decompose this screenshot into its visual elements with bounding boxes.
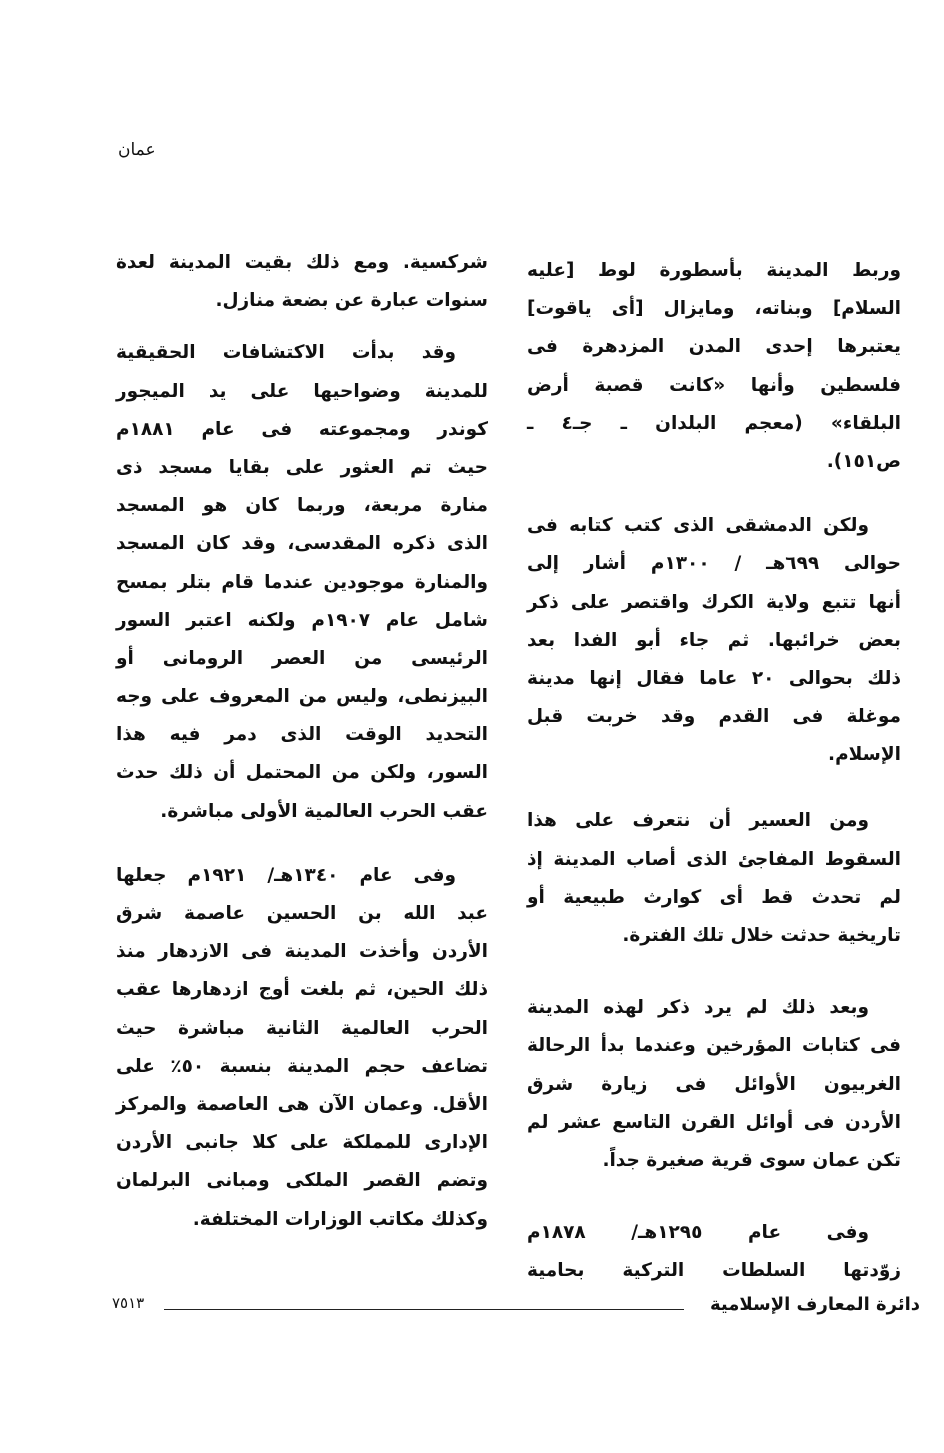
paragraph: [116, 334, 488, 830]
text-line: وقد بدأت الاكتشافات الحقيقية: [116, 342, 456, 364]
text-line: التحديد الوقت الذى دمر فيه هذا: [116, 724, 488, 746]
text-line: ومن العسير أن نتعرف على هذا: [527, 810, 869, 832]
text-line: ولكن الدمشقى الذى كتب كتابه فى: [527, 515, 869, 537]
text-line: الأقل. وعمان الآن هى العاصمة والمركز: [116, 1093, 488, 1115]
journal-title: دائرة المعارف الإسلامية: [709, 1294, 920, 1315]
text-line: والمنارة موجودين عندما قام بتلر بمسح: [116, 571, 488, 593]
text-line: وتضم القصر الملكى ومبانى البرلمان: [116, 1170, 488, 1192]
text-line: وربط المدينة بأسطورة لوط [عليه: [527, 260, 901, 281]
text-line: كوندر ومجموعته فى عام ١٨٨١م: [116, 418, 488, 440]
text-line: لم تحدث قط أى كوارث طبيعية أو: [527, 886, 901, 908]
text-line: أنها تتبع ولاية الكرك واقتصر على ذكر: [527, 591, 901, 613]
text-line: بعض خرائبها. ثم جاء أبو الفدا بعد: [527, 629, 901, 651]
left-column: [116, 244, 488, 1239]
text-line: حيث تم العثور على بقايا مسجد ذى: [116, 456, 488, 478]
text-line: سنوات عبارة عن بضعة منازل.: [215, 290, 488, 312]
text-line: السور، ولكن من المحتمل أن ذلك حدث: [116, 762, 488, 784]
paragraph: [527, 989, 901, 1180]
text-line: الأردن فى أوائل القرن التاسع عشر لم: [527, 1111, 901, 1133]
text-line: السلام] وبناته، ومايزال [أى ياقوت]: [527, 298, 901, 320]
paragraph: [116, 857, 488, 1239]
text-line: منارة مربعة، وربما كان هو المسجد: [116, 495, 488, 517]
text-line: تضاعف حجم المدينة بنسبة ٥٠٪ على: [116, 1055, 488, 1077]
text-line: ذلك الحين، ثم بلغت أوج ازدهارها عقب: [116, 979, 488, 1001]
text-line: الحرب العالمية الثانية مباشرة حيث: [116, 1017, 488, 1039]
text-line: الذى ذكره المقدسى، وقد كان المسجد: [116, 533, 488, 555]
text-line: البلقاء» (معجم البلدان ـ جـ٤ ـ: [527, 412, 901, 434]
text-line: الغربيون الأوائل فى زيارة شرق: [527, 1073, 901, 1095]
text-line: عقب الحرب العالمية الأولى مباشرة.: [160, 800, 488, 822]
text-line: الرئيسى من العصر الرومانى أو: [116, 647, 488, 669]
paragraph: [527, 252, 901, 481]
text-line: يعتبرها إحدى المدن المزدهرة فى: [527, 336, 901, 358]
text-line: ص١٥١).: [826, 450, 901, 472]
paragraph: [116, 244, 488, 320]
text-line: فلسطين وأنها «كانت قصبة أرض: [527, 374, 901, 396]
text-line: زوّدتها السلطات التركية بحامية: [527, 1260, 901, 1282]
text-line: وفى عام ١٢٩٥هـ/ ١٨٧٨م: [527, 1222, 869, 1244]
text-line: وكذلك مكاتب الوزارات المختلفة.: [192, 1208, 488, 1230]
text-line: الأردن وأخذت المدينة فى الازدهار منذ: [116, 941, 488, 963]
running-header: عمان: [118, 140, 156, 160]
text-line: وبعد ذلك لم يرد ذكر لهذه المدينة: [527, 997, 869, 1019]
text-line: البيزنطى، وليس من المعروف على وجه: [116, 686, 488, 708]
text-line: شامل عام ١٩٠٧م ولكنه اعتبر السور: [116, 609, 488, 631]
text-line: عبد الله بن الحسين عاصمة شرق: [116, 903, 488, 924]
text-line: الإدارى للمملكة على كلا جانبى الأردن: [116, 1132, 488, 1154]
text-line: ذلك بحوالى ٢٠ عاما فقال إنها مدينة: [527, 667, 901, 689]
text-line: تكن عمان سوى قرية صغيرة جداً.: [602, 1149, 901, 1171]
text-line: فى كتابات المؤرخين وعندما بدأ الرحالة: [527, 1035, 901, 1057]
text-line: الإسلام.: [828, 744, 901, 766]
paragraph: [527, 1214, 901, 1290]
text-line: حوالى ٦٩٩هـ / ١٣٠٠م أشار إلى: [527, 553, 901, 575]
page-footer: [112, 1292, 920, 1322]
text-line: للمدينة وضواحيها على يد الميجور: [116, 380, 488, 402]
footer-rule: [164, 1309, 684, 1310]
text-line: وفى عام ١٣٤٠هـ/ ١٩٢١م جعلها: [116, 864, 456, 886]
text-line: شركسية. ومع ذلك بقيت المدينة لعدة: [116, 252, 488, 273]
page-number: ٧٥١٣: [112, 1294, 145, 1312]
paragraph: [527, 802, 901, 955]
text-line: تاريخية حدثت خلال تلك الفترة.: [622, 925, 901, 946]
paragraph: [527, 507, 901, 774]
text-line: موغلة فى القدم وقد خربت قبل: [527, 706, 901, 728]
text-line: السقوط المفاجئ الذى أصاب المدينة إذ: [527, 848, 901, 870]
right-column: [527, 252, 901, 1291]
